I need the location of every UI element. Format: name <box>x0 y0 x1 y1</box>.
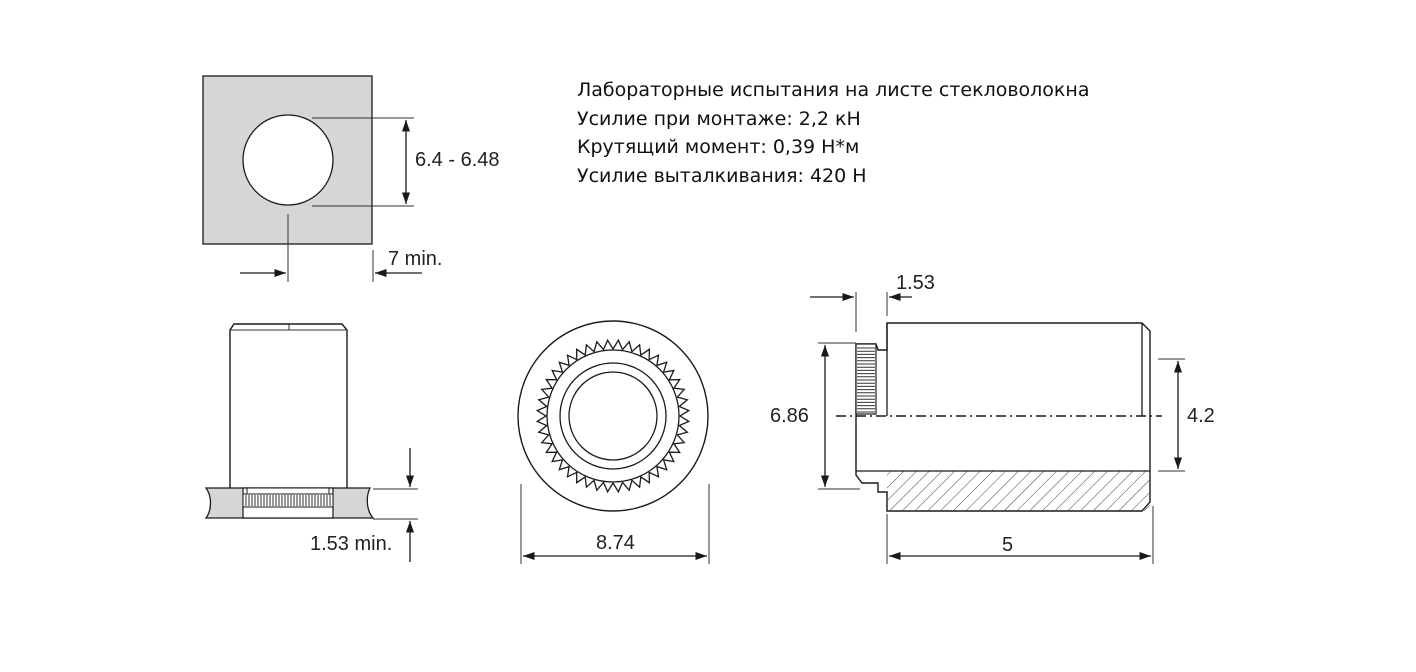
wall-hatch <box>887 471 1150 511</box>
bore-diameter-label: 4.2 <box>1187 405 1215 427</box>
shoulder-height-label: 1.53 <box>896 272 935 294</box>
spec-line-pushout-force: Усилие выталкивания: 420 Н <box>577 164 867 187</box>
spec-line-install-force: Усилие при монтаже: 2,2 кН <box>577 107 861 130</box>
hole-diameter-label: 6.4 - 6.48 <box>415 149 500 171</box>
section-knurl-lines <box>857 348 875 412</box>
edge-distance-label: 7 min. <box>388 248 443 270</box>
panel-hole-view <box>203 76 500 282</box>
mounting-hole <box>243 115 333 205</box>
spec-line-test: Лабораторные испытания на листе стекловолокна <box>577 79 1090 101</box>
spec-line-torque: Крутящий момент: 0,39 Н*м <box>577 136 860 158</box>
head-diameter-label: 6.86 <box>770 405 809 427</box>
installed-side-view <box>206 324 418 562</box>
outer-diameter-label: 8.74 <box>596 532 635 554</box>
end-view <box>518 321 709 564</box>
fastener-body <box>230 324 347 490</box>
sheet-thickness-label: 1.53 min. <box>310 533 393 555</box>
length-label: 5 <box>1002 534 1014 556</box>
section-view <box>770 272 1215 564</box>
